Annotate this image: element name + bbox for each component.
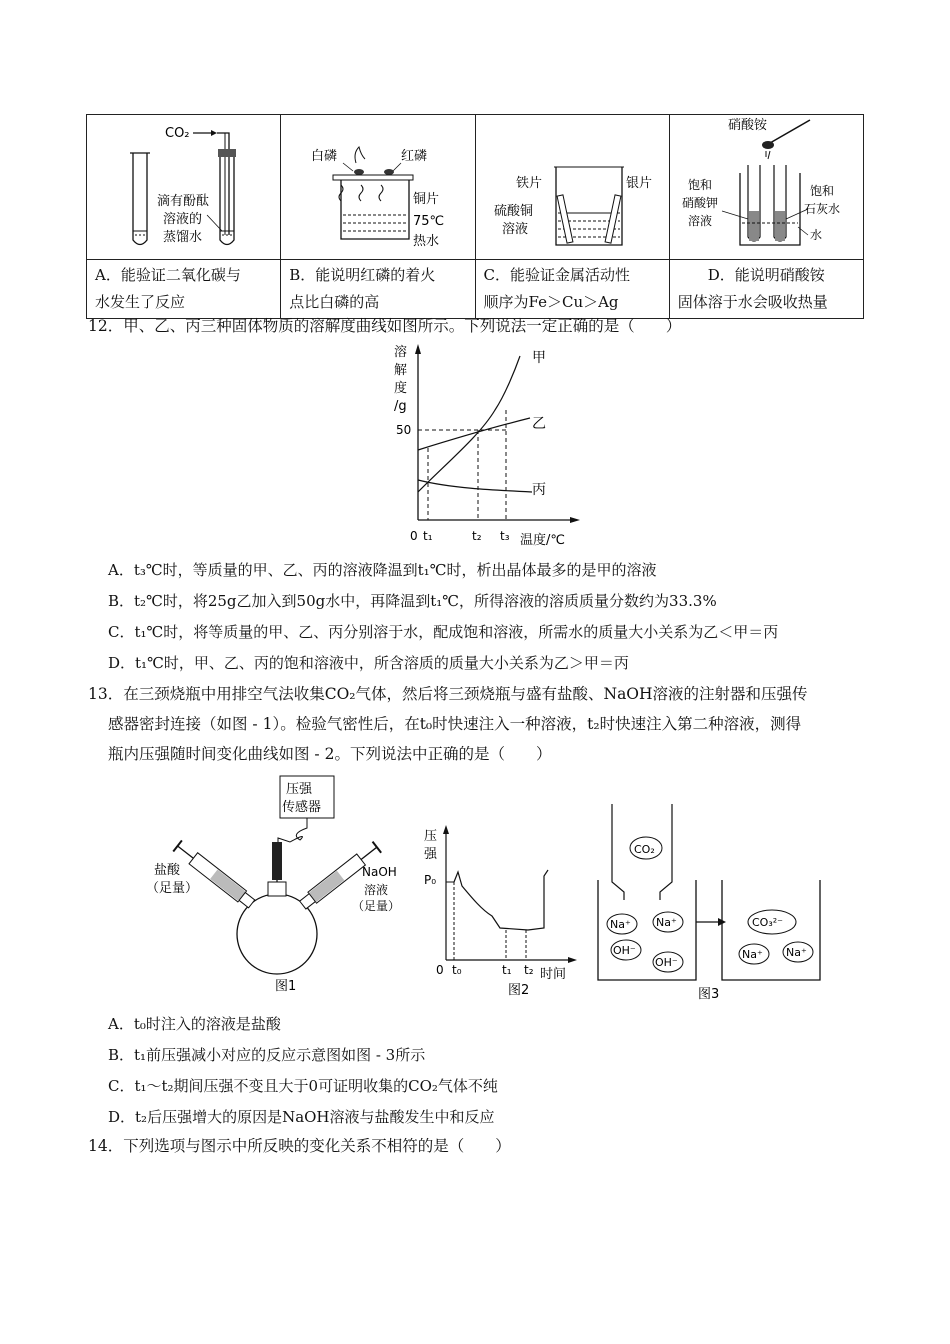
q12-option-d: D．t₁℃时，甲、乙、丙的饱和溶液中，所含溶质的质量大小关系为乙＞甲＝丙 xyxy=(108,654,629,672)
option-c-line1: C．能验证金属活动性 xyxy=(483,266,630,284)
white-phosphorus-label: 白磷 xyxy=(311,149,338,164)
curve-yi xyxy=(418,418,530,450)
y-label-4: /g xyxy=(394,399,407,414)
note-line3: 蒸馏水 xyxy=(163,230,203,245)
q13-stem-line1: 13．在三颈烧瓶中用排空气法收集CO₂气体，然后将三颈烧瓶与盛有盐酸、NaOH溶液的注射器和压强传 xyxy=(88,685,808,703)
option-c-text xyxy=(475,260,669,319)
pressure-curve xyxy=(454,870,548,930)
silver-label: 银片 xyxy=(625,176,652,191)
kno3-label3: 溶液 xyxy=(687,214,712,228)
oh-ion-2: OH⁻ xyxy=(655,956,678,969)
co2-test-tube-figure xyxy=(87,115,280,255)
yi-label: 乙 xyxy=(532,416,546,432)
ammonium-nitrate-label: 硝酸铵 xyxy=(727,118,767,133)
q12-option-c: C．t₁℃时，将等质量的甲、乙、丙分别溶于水，配成饱和溶液，所需水的质量大小关系为乙＜甲＝丙 xyxy=(108,623,779,641)
y-label-2: 解 xyxy=(394,363,408,378)
iron-label: 铁片 xyxy=(515,176,542,191)
fig2-t1: t₁ xyxy=(502,963,512,977)
y-tick-50: 50 xyxy=(396,423,412,437)
limewater-label1: 饱和 xyxy=(809,184,834,198)
x-axis-label: 温度/℃ xyxy=(520,533,565,548)
copper-label: 铜片 xyxy=(413,192,440,207)
figure-cell-c xyxy=(475,115,669,260)
temperature-label: 75℃ xyxy=(413,214,445,229)
option-a-line1: A．能验证二氧化碳与 xyxy=(95,266,241,284)
figure-cell-d xyxy=(669,115,863,260)
q13-option-d: D．t₂后压强增大的原因是NaOH溶液与盐酸发生中和反应 xyxy=(108,1108,495,1126)
q13-option-c: C．t₁～t₂期间压强不变且大于0可证明收集的CO₂气体不纯 xyxy=(108,1077,498,1095)
sensor-label2: 传感器 xyxy=(282,800,322,815)
figure-cell-b xyxy=(281,115,475,260)
naoh-label2: 溶液 xyxy=(364,883,389,897)
q13-stem-line2: 感器密封连接（如图 - 1）。检验气密性后，在t₀时快速注入一种溶液，t₂时快速注入第二种溶液，测得 xyxy=(108,715,802,733)
pressure-label2: 强 xyxy=(424,847,438,862)
na-ion-2: Na⁺ xyxy=(656,916,677,929)
na-ion-1: Na⁺ xyxy=(610,918,631,931)
naoh-label1: NaOH xyxy=(362,865,397,879)
option-d-text xyxy=(669,260,863,319)
phosphorus-combustion-figure xyxy=(281,115,474,255)
option-b-text xyxy=(281,260,475,319)
q12-option-b: B．t₂℃时，将25g乙加入到50g水中，再降温到t₁℃，所得溶液的溶质质量分数约为33.3% xyxy=(108,592,717,610)
hcl-label1: 盐酸 xyxy=(154,863,181,878)
q14-stem: 14．下列选项与图示中所反映的变化关系不相符的是（ ） xyxy=(88,1137,511,1155)
kno3-label1: 饱和 xyxy=(687,178,712,192)
carbonate-ion: CO₃²⁻ xyxy=(752,916,783,929)
y-label-3: 度 xyxy=(394,381,408,396)
figure-2-caption: 图2 xyxy=(508,983,530,998)
figure-1-apparatus xyxy=(140,774,410,996)
solubility-chart xyxy=(360,340,600,552)
t1-label: t₁ xyxy=(423,529,433,543)
option-d-line2: 固体溶于水会吸收热量 xyxy=(677,293,828,311)
figure-3-caption: 图3 xyxy=(698,987,720,1002)
q13-stem-line3: 瓶内压强随时间变化曲线如图 - 2。下列说法中正确的是（ ） xyxy=(108,745,552,763)
fig2-t2: t₂ xyxy=(524,963,534,977)
q13-option-a: A．t₀时注入的溶液是盐酸 xyxy=(108,1015,281,1033)
bing-label: 丙 xyxy=(532,482,546,498)
limewater-label2: 石灰水 xyxy=(803,202,840,216)
t2-label: t₂ xyxy=(472,529,482,543)
origin-label: 0 xyxy=(410,529,418,543)
co2-label: CO₂ xyxy=(165,126,190,141)
note-line2: 溶液的 xyxy=(163,212,203,227)
naoh-label3: （足量） xyxy=(352,899,401,913)
figure-cell-a xyxy=(87,115,281,260)
hot-water-label: 热水 xyxy=(413,234,440,249)
co2-molecule: CO₂ xyxy=(634,843,655,856)
kno3-label2: 硝酸钾 xyxy=(681,196,718,210)
metal-activity-figure xyxy=(476,115,669,255)
option-b-line2: 点比白磷的高 xyxy=(289,293,380,311)
na-ion-3: Na⁺ xyxy=(742,948,763,961)
figure-3-reaction-diagram xyxy=(596,800,836,1006)
jia-label: 甲 xyxy=(532,350,546,366)
fig2-time-label: 时间 xyxy=(540,967,567,982)
q12-stem: 12．甲、乙、丙三种固体物质的溶解度曲线如图所示。下列说法一定正确的是（ ） xyxy=(88,317,682,335)
ammonium-nitrate-figure xyxy=(670,115,863,255)
note-line1: 滴有酚酞 xyxy=(157,194,210,209)
option-b-line1: B．能说明红磷的着火 xyxy=(289,266,436,284)
q13-option-b: B．t₁前压强减小对应的反应示意图如图 - 3所示 xyxy=(108,1046,426,1064)
option-a-text xyxy=(87,260,281,319)
fig2-t0: t₀ xyxy=(452,963,462,977)
p0-label: P₀ xyxy=(424,873,437,887)
copper-sulfate-label1: 硫酸铜 xyxy=(493,204,533,219)
q12-option-a: A．t₃℃时，等质量的甲、乙、丙的溶液降温到t₁℃时，析出晶体最多的是甲的溶液 xyxy=(108,561,657,579)
copper-sulfate-label2: 溶液 xyxy=(501,222,528,237)
sensor-label1: 压强 xyxy=(286,782,313,797)
red-phosphorus-label: 红磷 xyxy=(401,149,428,164)
t3-label: t₃ xyxy=(500,529,510,543)
figure-2-pressure-chart xyxy=(420,820,580,1002)
experiment-options-table xyxy=(86,114,864,319)
na-ion-4: Na⁺ xyxy=(786,946,807,959)
oh-ion-1: OH⁻ xyxy=(613,944,636,957)
y-label-1: 溶 xyxy=(394,345,408,360)
option-d-line1: D．能说明硝酸铵 xyxy=(707,266,825,284)
option-c-line2: 顺序为Fe＞Cu＞Ag xyxy=(483,293,619,311)
curve-bing xyxy=(418,480,532,492)
water-label: 水 xyxy=(809,228,822,242)
pressure-label1: 压 xyxy=(424,829,438,844)
figure-1-caption: 图1 xyxy=(275,979,297,994)
hcl-label2: （足量） xyxy=(146,881,199,896)
fig2-origin: 0 xyxy=(436,963,444,977)
option-a-line2: 水发生了反应 xyxy=(95,293,186,311)
